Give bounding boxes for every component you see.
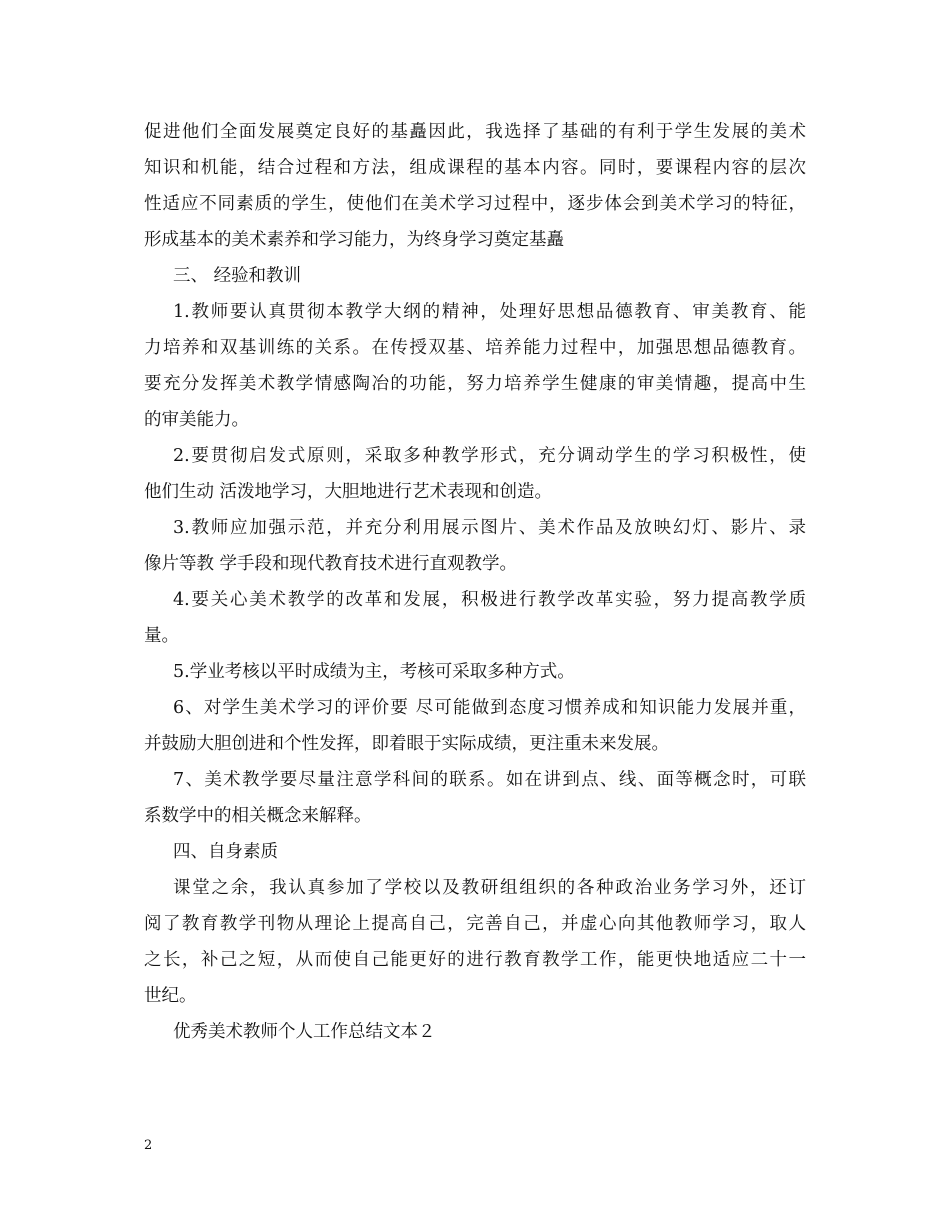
text-line: 1.教师要认真贯彻本教学大纲的精神，处理好思想品德教育、审美教育、能	[173, 302, 806, 322]
paragraph-continuation	[144, 114, 806, 258]
section-heading-self-quality	[144, 834, 806, 870]
text-line: 5.学业考核以平时成绩为主，考核可采取多种方式。	[173, 662, 575, 682]
text-line: 阅了教育教学刊物从理论上提高自己，完善自己，并虚心向其他教师学习，取人	[144, 914, 806, 934]
next-document-title	[144, 1014, 806, 1050]
paragraph-item-4	[144, 582, 806, 654]
heading-line: 三、 经验和教训	[173, 266, 302, 286]
document-body	[144, 114, 806, 1050]
paragraph-item-6	[144, 690, 806, 762]
section-heading-experience	[144, 258, 806, 294]
page-number: 2	[144, 1138, 153, 1153]
paragraph-item-5	[144, 654, 806, 690]
text-line: 课堂之余，我认真参加了学校以及教研组组织的各种政治业务学习外，还订	[173, 878, 806, 898]
text-line: 3.教师应加强示范，并充分利用展示图片、美术作品及放映幻灯、影片、录	[173, 518, 806, 538]
text-line: 之长，补己之短，从而使自己能更好的进行教育教学工作，能更快地适应二十一	[144, 950, 806, 970]
paragraph-item-7	[144, 762, 806, 834]
text-line: 性适应不同素质的学生，使他们在美术学习过程中，逐步体会到美术学习的特征，	[144, 194, 806, 214]
text-line: 力培养和双基训练的关系。在传授双基、培养能力过程中，加强思想品德教育。	[144, 338, 806, 358]
text-line: 要充分发挥美术教学情感陶冶的功能，努力培养学生健康的审美情趣，提高中生	[144, 374, 806, 394]
text-line: 促进他们全面发展奠定良好的基矗因此，我选择了基础的有利于学生发展的美术	[144, 122, 806, 142]
text-line: 6、对学生美术学习的评价要 尽可能做到态度习惯养成和知识能力发展并重，	[173, 698, 806, 718]
text-line: 的审美能力。	[144, 410, 249, 430]
text-line: 世纪。	[144, 986, 197, 1006]
text-line: 像片等教 学手段和现代教育技术进行直观教学。	[144, 554, 518, 574]
text-line: 量。	[144, 626, 179, 646]
heading-line: 四、自身素质	[173, 842, 278, 862]
text-line: 2.要贯彻启发式原则，采取多种教学形式，充分调动学生的学习积极性，使	[173, 446, 806, 466]
text-line: 知识和机能，结合过程和方法，组成课程的基本内容。同时，要课程内容的层次	[144, 158, 806, 178]
text-line: 4.要关心美术教学的改革和发展，积极进行教学改革实验，努力提高教学质	[173, 590, 806, 610]
text-line: 系数学中的相关概念来解释。	[144, 806, 372, 826]
paragraph-item-1	[144, 294, 806, 438]
paragraph-item-3	[144, 510, 806, 582]
text-line: 形成基本的美术素养和学习能力，为终身学习奠定基矗	[144, 230, 564, 250]
text-line: 他们生动 活泼地学习，大胆地进行艺术表现和创造。	[144, 482, 553, 502]
paragraph-self-quality	[144, 870, 806, 1014]
text-line: 并鼓励大胆创进和个性发挥，即着眼于实际成绩，更注重未来发展。	[144, 734, 669, 754]
heading-line: 优秀美术教师个人工作总结文本２	[173, 1022, 436, 1042]
text-line: 7、美术教学要尽量注意学科间的联系。如在讲到点、线、面等概念时，可联	[173, 770, 806, 790]
paragraph-item-2	[144, 438, 806, 510]
